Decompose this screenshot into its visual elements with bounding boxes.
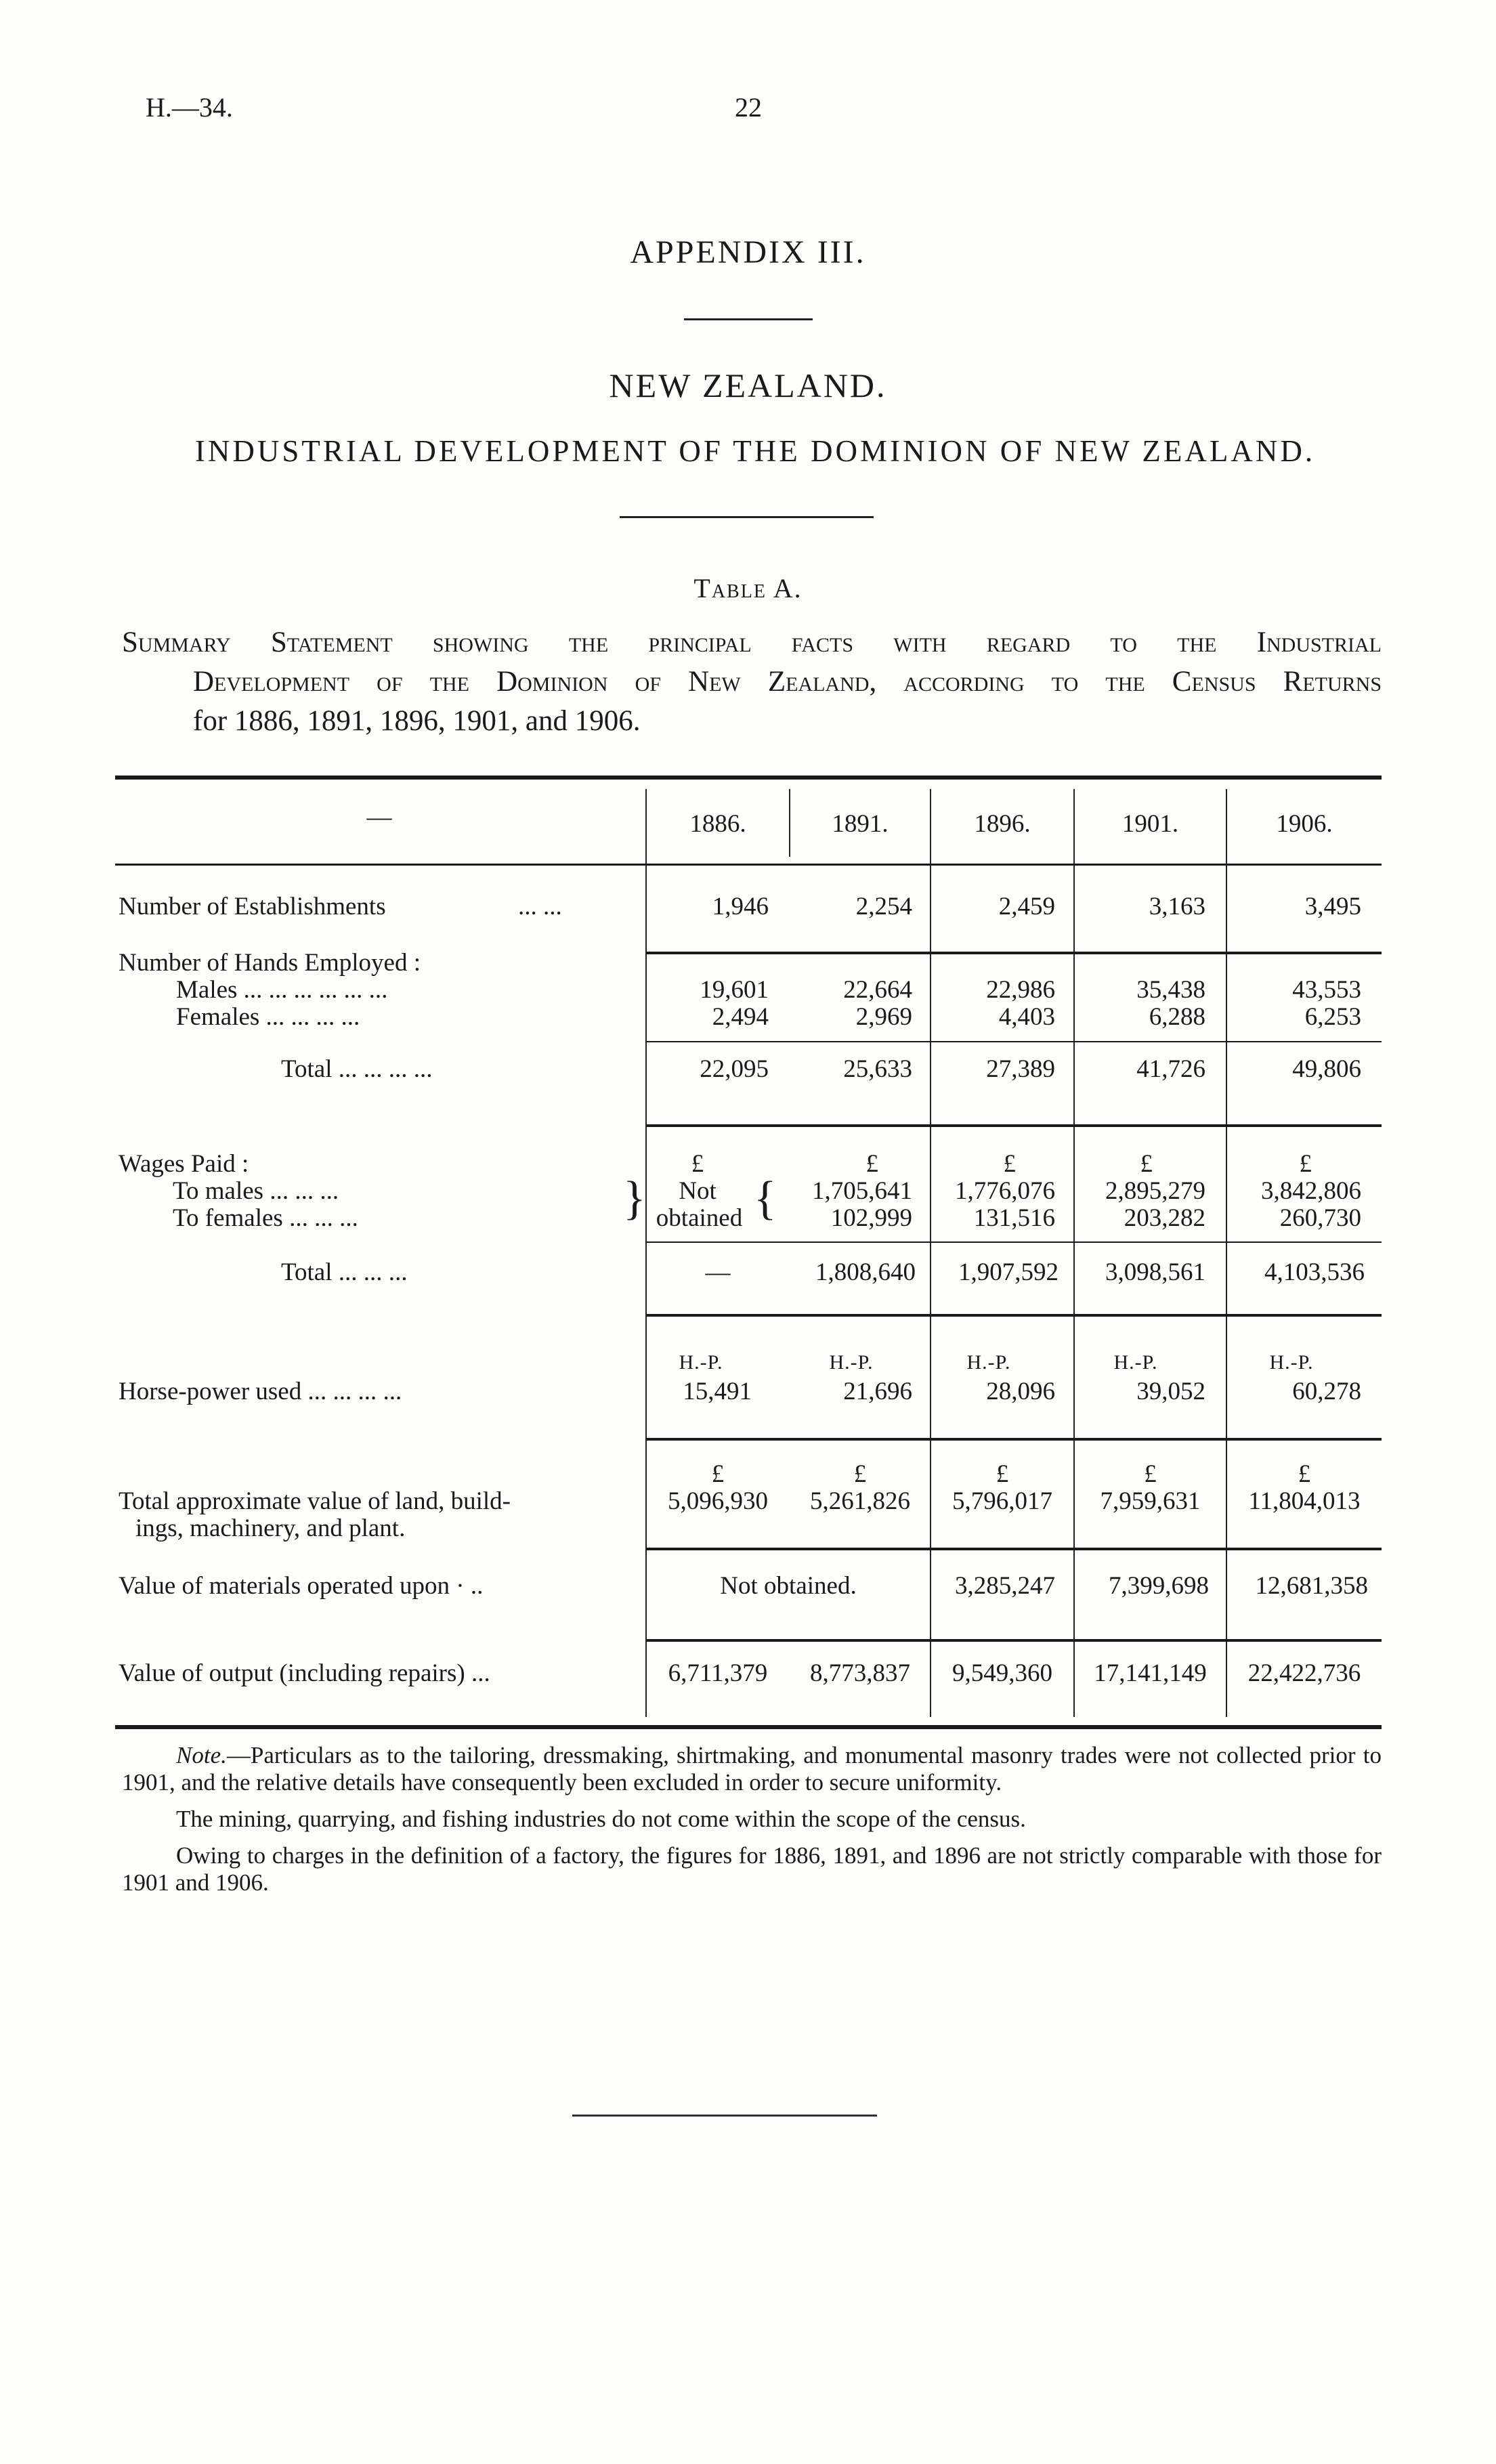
year-header-1886: 1886. bbox=[689, 810, 746, 838]
males-1896: 22,986 bbox=[986, 976, 1055, 1004]
males-1901: 35,438 bbox=[1136, 976, 1205, 1004]
wages-unit-1886: £ bbox=[691, 1150, 704, 1178]
row-label-horsepower: Horse-power used ... ... ... ... bbox=[119, 1378, 402, 1405]
row-label-wages-total: Total ... ... ... bbox=[281, 1258, 408, 1286]
wages-total-1901: 3,098,561 bbox=[1105, 1258, 1205, 1286]
note-paragraph-1 bbox=[122, 1742, 1382, 1796]
section-rule bbox=[647, 1124, 1382, 1127]
females-1901: 6,288 bbox=[1149, 1003, 1205, 1031]
hp-1906: 60,278 bbox=[1292, 1378, 1361, 1405]
hands-total-1891: 25,633 bbox=[843, 1055, 912, 1083]
end-divider bbox=[572, 2115, 877, 2117]
land-unit-1901: £ bbox=[1144, 1460, 1157, 1488]
brace-left-icon: } bbox=[623, 1172, 646, 1225]
row-label-materials: Value of materials operated upon · .. bbox=[119, 1572, 484, 1600]
hp-unit-1891: H.-P. bbox=[829, 1351, 874, 1374]
year-header-1891: 1891. bbox=[832, 810, 889, 838]
establishments-1906: 3,495 bbox=[1304, 893, 1361, 920]
land-1896: 5,796,017 bbox=[952, 1487, 1052, 1515]
caption-line-2: Development of the Dominion of New Zealand, according to the Census Returns bbox=[193, 666, 1382, 698]
output-1896: 9,549,360 bbox=[952, 1659, 1052, 1687]
industrial-summary-table bbox=[115, 776, 1382, 1730]
wages-total-1896: 1,907,592 bbox=[958, 1258, 1059, 1286]
row-label-wages-females: To females ... ... ... bbox=[173, 1204, 358, 1232]
row-label-wages-males: To males ... ... ... bbox=[173, 1177, 339, 1205]
wages-unit-1901: £ bbox=[1140, 1150, 1153, 1178]
wages-males-1891: 1,705,641 bbox=[812, 1177, 912, 1205]
hands-total-1901: 41,726 bbox=[1136, 1055, 1205, 1083]
section-rule bbox=[647, 1314, 1382, 1317]
wages-unit-1906: £ bbox=[1299, 1150, 1312, 1178]
document-reference: H.—34. bbox=[146, 92, 233, 123]
subtitle-divider bbox=[620, 516, 874, 518]
males-1906: 43,553 bbox=[1292, 976, 1361, 1004]
wages-not-obtained-2: obtained bbox=[656, 1204, 743, 1232]
appendix-heading: APPENDIX III. bbox=[630, 234, 866, 270]
row-label-land-1: Total approximate value of land, build- bbox=[119, 1487, 511, 1515]
year-header-1901: 1901. bbox=[1121, 810, 1179, 838]
table-caption bbox=[122, 623, 1382, 741]
output-1906: 22,422,736 bbox=[1247, 1659, 1361, 1687]
brace-right-icon: { bbox=[754, 1172, 777, 1225]
wages-unit-1891: £ bbox=[865, 1150, 878, 1178]
establishments-1896: 2,459 bbox=[998, 893, 1055, 920]
establishments-1901: 3,163 bbox=[1149, 893, 1205, 920]
hands-total-1886: 22,095 bbox=[700, 1055, 769, 1083]
output-1891: 8,773,837 bbox=[810, 1659, 910, 1687]
year-header-1906: 1906. bbox=[1276, 810, 1333, 838]
wages-total-1906: 4,103,536 bbox=[1264, 1258, 1365, 1286]
row-label-females: Females ... ... ... ... bbox=[176, 1003, 360, 1031]
page-number: 22 bbox=[735, 92, 762, 123]
hp-1901: 39,052 bbox=[1136, 1378, 1205, 1405]
wages-males-1906: 3,842,806 bbox=[1261, 1177, 1361, 1205]
country-heading: NEW ZEALAND. bbox=[609, 366, 887, 404]
note-paragraph-2: The mining, quarrying, and fishing industries do not come within the scope of the census. bbox=[176, 1806, 1026, 1832]
row-label-establishments: Number of Establishments bbox=[119, 893, 386, 920]
subtotal-rule bbox=[647, 1241, 1382, 1243]
hp-1896: 28,096 bbox=[986, 1378, 1055, 1405]
output-1886: 6,711,379 bbox=[668, 1659, 768, 1687]
row-label-output: Value of output (including repairs) ... bbox=[119, 1659, 490, 1687]
hands-total-1906: 49,806 bbox=[1292, 1055, 1361, 1083]
hp-unit-1901: H.-P. bbox=[1113, 1351, 1158, 1374]
land-unit-1906: £ bbox=[1298, 1460, 1311, 1488]
row-label-land-2: ings, machinery, and plant. bbox=[135, 1514, 406, 1542]
hp-1891: 21,696 bbox=[843, 1378, 912, 1405]
wages-females-1896: 131,516 bbox=[973, 1204, 1055, 1232]
land-1891: 5,261,826 bbox=[810, 1487, 910, 1515]
note-label: Note. bbox=[176, 1742, 227, 1768]
wages-not-obtained-1: Not bbox=[679, 1177, 717, 1205]
wages-females-1891: 102,999 bbox=[830, 1204, 912, 1232]
land-unit-1896: £ bbox=[996, 1460, 1009, 1488]
wages-males-1896: 1,776,076 bbox=[955, 1177, 1055, 1205]
leader-dots: ... ... bbox=[518, 893, 562, 920]
land-1886: 5,096,930 bbox=[668, 1487, 768, 1515]
row-label-wages-paid: Wages Paid : bbox=[119, 1150, 249, 1178]
table-top-rule bbox=[115, 776, 1382, 780]
hp-unit-1906: H.-P. bbox=[1269, 1351, 1314, 1374]
table-title: Table A. bbox=[693, 573, 803, 603]
materials-1896: 3,285,247 bbox=[955, 1572, 1055, 1600]
document-subtitle: INDUSTRIAL DEVELOPMENT OF THE DOMINION OF NEW ZEALAND. bbox=[194, 434, 1316, 468]
establishments-1886: 1,946 bbox=[712, 893, 769, 920]
materials-1906: 12,681,358 bbox=[1255, 1572, 1368, 1600]
note-paragraph-3: Owing to charges in the definition of a factory, the figures for 1886, 1891, and 1896 are not strictly comparable with those for 1901 and 1906. bbox=[122, 1842, 1382, 1896]
establishments-1891: 2,254 bbox=[855, 893, 912, 920]
hp-1886: 15,491 bbox=[683, 1378, 752, 1405]
heading-divider bbox=[684, 318, 813, 320]
section-rule bbox=[647, 1548, 1382, 1550]
hands-total-1896: 27,389 bbox=[986, 1055, 1055, 1083]
females-1891: 2,969 bbox=[855, 1003, 912, 1031]
wages-males-1901: 2,895,279 bbox=[1105, 1177, 1205, 1205]
materials-1901: 7,399,698 bbox=[1109, 1572, 1209, 1600]
caption-line-3: for 1886, 1891, 1896, 1901, and 1906. bbox=[193, 705, 641, 737]
stub-header: — bbox=[366, 803, 392, 831]
females-1886: 2,494 bbox=[712, 1003, 769, 1031]
females-1906: 6,253 bbox=[1304, 1003, 1361, 1031]
wages-unit-1896: £ bbox=[1003, 1150, 1016, 1178]
output-1901: 17,141,149 bbox=[1094, 1659, 1207, 1687]
hp-unit-1896: H.-P. bbox=[966, 1351, 1011, 1374]
wages-total-1891: 1,808,640 bbox=[815, 1258, 916, 1286]
land-unit-1886: £ bbox=[711, 1460, 725, 1488]
section-rule bbox=[647, 952, 1382, 954]
land-1906: 11,804,013 bbox=[1248, 1487, 1361, 1515]
wages-females-1901: 203,282 bbox=[1124, 1204, 1205, 1232]
land-1901: 7,959,631 bbox=[1100, 1487, 1201, 1515]
subtotal-rule bbox=[647, 1041, 1382, 1042]
year-header-1896: 1896. bbox=[974, 810, 1031, 838]
females-1896: 4,403 bbox=[998, 1003, 1055, 1031]
land-unit-1891: £ bbox=[853, 1460, 867, 1488]
note-text-1: —Particulars as to the tailoring, dressmaking, shirtmaking, and monumental masonry trades were not collected prior to 1901, and the relative details have consequently been excluded in order to secure uniformity. bbox=[122, 1742, 1382, 1796]
materials-not-obtained: Not obtained. bbox=[647, 1571, 930, 1600]
wages-total-1886: — bbox=[705, 1258, 731, 1286]
table-notes bbox=[122, 1742, 1382, 1906]
males-1891: 22,664 bbox=[843, 976, 912, 1004]
caption-line-1: Summary Statement showing the principal facts with regard to the Industrial bbox=[122, 626, 1382, 658]
table-bottom-rule bbox=[115, 1725, 1382, 1729]
header-bottom-rule bbox=[115, 864, 1382, 866]
row-label-hands-employed: Number of Hands Employed : bbox=[119, 949, 421, 977]
section-rule bbox=[647, 1438, 1382, 1441]
row-label-males: Males ... ... ... ... ... ... bbox=[176, 976, 388, 1004]
section-rule bbox=[647, 1639, 1382, 1642]
males-1886: 19,601 bbox=[700, 976, 769, 1004]
hp-unit-1886: H.-P. bbox=[679, 1351, 723, 1374]
wages-females-1906: 260,730 bbox=[1279, 1204, 1361, 1232]
row-label-hands-total: Total ... ... ... ... bbox=[281, 1055, 433, 1083]
